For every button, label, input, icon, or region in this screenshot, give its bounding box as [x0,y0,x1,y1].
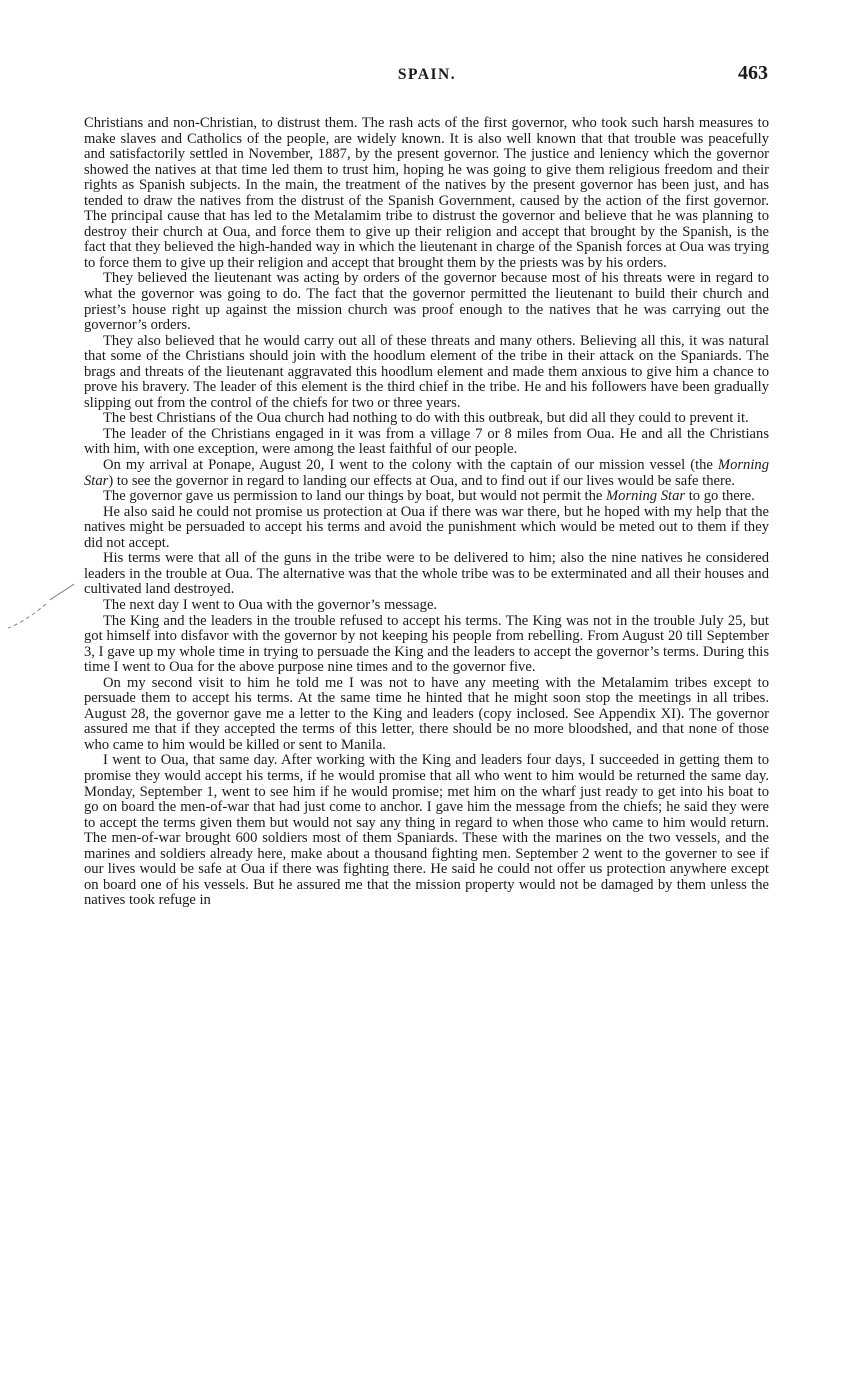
paragraph-text: They also believed that he would carry out all of these threats and many others. Believing all this, it was natural that some of the Christians should join with the hoodlum element of the tribe in their attack on the Spaniards. The brags and threats of the lieutenant aggravated this hoodlum element and made them anxious to give him a chance to prove his bravery. The leader of this element is the third chief in the tribe. He and his followers have been gradually slipping out from the control of the chiefs for two or three years. [84,332,769,411]
ship-name-italic: Morning Star [606,488,686,505]
body-paragraph [84,753,769,908]
paragraph-text: The King and the leaders in the trouble refused to accept his terms. The King was not in the trouble July 25, but got himself into disfavor with the governor by not keeping his people from rebelling. From August 20 till September 3, I gave up my whole time in trying to persuade the King and the leaders to accept the governor’s terms. During this time I went to Oua for the above purpose nine times and to the governor five. [84,612,769,676]
body-paragraph [84,614,769,676]
pencil-margin-mark [6,582,76,632]
body-paragraph [84,505,769,552]
running-title: SPAIN. [397,66,457,83]
paragraph-text: to go there. [685,488,755,505]
paragraph-text: The next day I went to Oua with the governor’s message. [103,596,438,613]
body-paragraph [84,489,769,505]
body-paragraph [84,551,769,598]
page-number: 463 [738,62,768,84]
paragraph-text: His terms were that all of the guns in the tribe were to be delivered to him; also the nine natives he considered leaders in the trouble at Oua. The alternative was that the whole tribe was to be exterminated and all their houses and cultivated land destroyed. [84,550,769,598]
ship-name-italic: Morning Star [84,457,769,489]
body-text [84,116,769,909]
body-paragraph [84,411,769,427]
page-header [84,62,770,92]
body-paragraph [84,271,769,333]
paragraph-text: I went to Oua, that same day. After working with the King and leaders four days, I succeeded in getting them to promise they would accept his terms, if he would promise that all who went to him would be returned the same day. Monday, September 1, went to see him if he would promise; met him on the wharf just ready to get into his boat to go on board the men-of-war that had just come to anchor. I gave him the message from the chiefs; he said they were to accept the terms given them but would not say any thing in regard to when those who came to him would return. The men-of-war brought 600 soldiers most of them Spaniards. These with the marines on the two vessels, and the marines and soldiers already here, make about a thousand fighting men. September 2 went to the governer to see if our lives would be safe at Oua if there was fighting there. He said he could not offer us protection anywhere except on board one of his vessels. But he assured me that the mission property would not be damaged by them unless the natives took refuge in [84,752,769,909]
body-paragraph [84,458,769,489]
paragraph-text: On my arrival at Ponape, August 20, I went to the colony with the captain of our mission vessel (the [103,457,718,474]
body-paragraph [84,598,769,614]
body-paragraph [84,676,769,754]
body-paragraph [84,334,769,412]
paragraph-text: The governor gave us permission to land our things by boat, but would not permit the [103,488,606,505]
body-paragraph [84,116,769,271]
paragraph-text: He also said he could not promise us protection at Oua if there was war there, but he hoped with my help that the natives might be persuaded to accept his terms and avoid the punishment which would be meted out to them if they did not accept. [84,503,769,551]
paragraph-text: On my second visit to him he told me I was not to have any meeting with the Metalamim tribes except to persuade them to accept his terms. At the same time he hinted that he might soon stop the meetings in all tribes. August 28, the governor gave me a letter to the King and leaders (copy inclosed. See Appendix XI). The governor assured me that if they accepted the terms of this letter, there should be no more bloodshed, and that none of those who came to him would be killed or sent to Manila. [84,674,769,753]
paragraph-text: Christians and non-Christian, to distrust them. The rash acts of the first governor, who took such harsh measures to make slaves and Catholics of the people, are widely known. It is also well known that that trouble was peacefully and satisfactorily settled in November, 1887, by the present governor. The justice and leniency which the governor showed the natives at that time led them to trust him, hoping he was going to give them religious freedom and their rights as Spanish subjects. In the main, the treatment of the natives by the present governor has been just, and has tended to draw the natives from the distrust of the Spanish Government, caused by the action of the first governor. The principal cause that has led to the Metalamim tribe to distrust the governor and believe that he was planning to destroy their church at Oua, and force them to give up their religion and accept that brought by the Spanish, is the fact that they believed the high-handed way in which the lieutenant in charge of the Spanish forces at Oua was trying to force them to give up their religion and accept that brought them by the priests was by his orders. [84,115,769,271]
paragraph-text: The best Christians of the Oua church had nothing to do with this outbreak, but did all they could to prevent it. [103,410,749,427]
paragraph-text: ) to see the governor in regard to landing our effects at Oua, and to find out if our lives would be safe there. [108,472,735,489]
paragraph-text: The leader of the Christians engaged in it was from a village 7 or 8 miles from Oua. He and all the Christians with him, with one exception, were among the least faithful of our people. [84,425,769,458]
body-paragraph [84,427,769,458]
paragraph-text: They believed the lieutenant was acting by orders of the governor because most of his threats were in regard to what the governor was going to do. The fact that the governor permitted the lieutenant to build their church and priest’s house right up against the mission church was proof enough to the natives that he was carrying out the governor’s orders. [84,270,769,334]
